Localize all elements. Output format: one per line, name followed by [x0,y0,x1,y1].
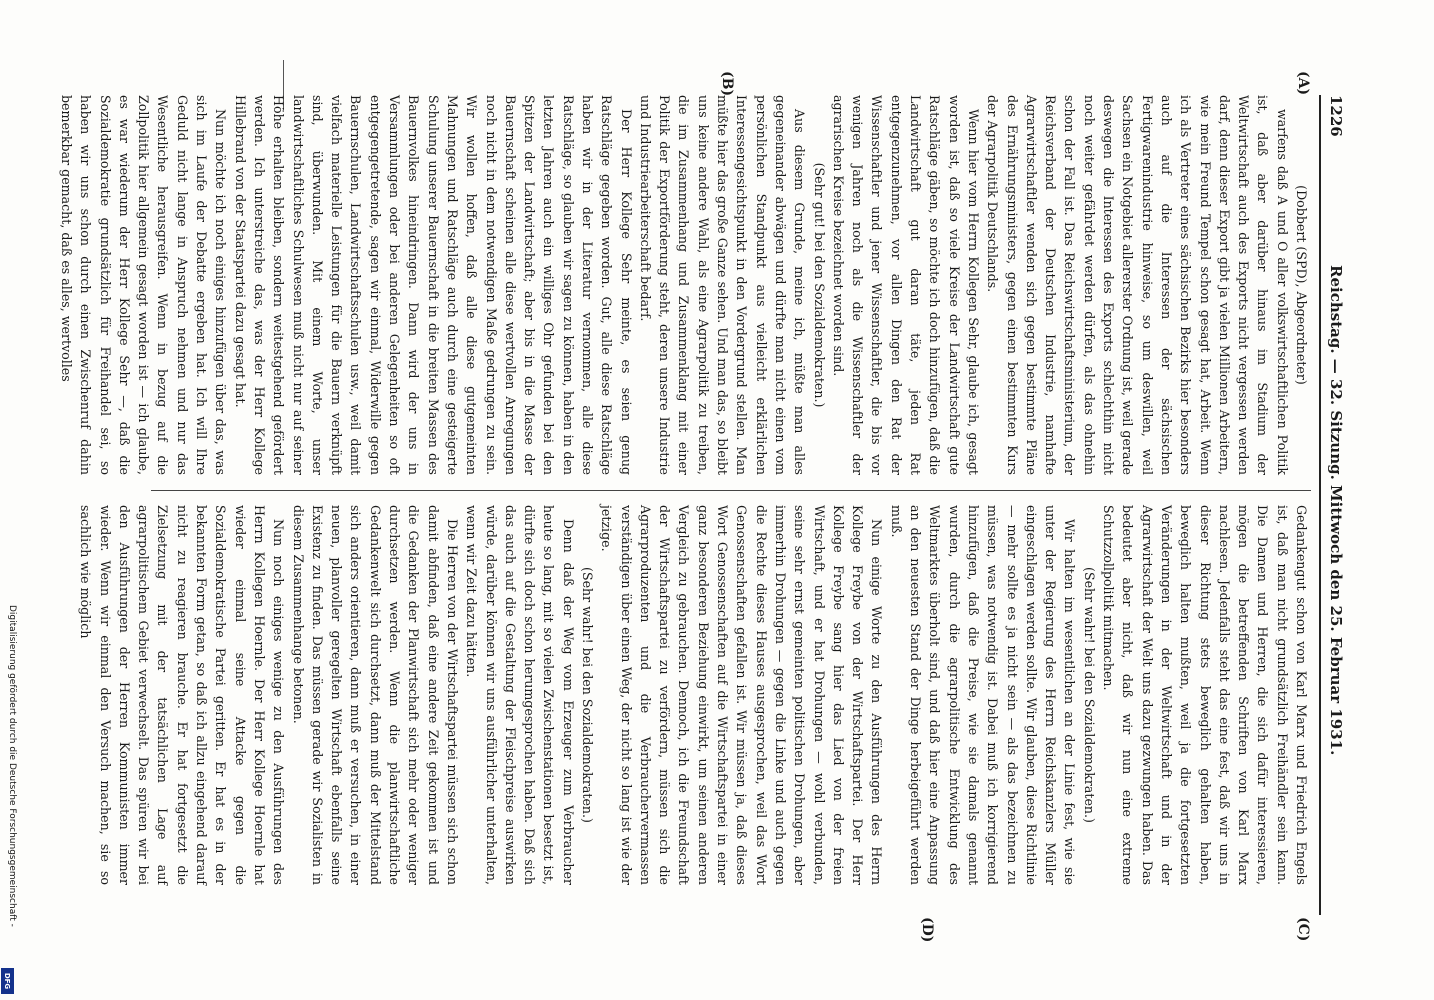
column-divider [151,490,1311,491]
left-column [59,95,1311,475]
margin-marker-d: (D) [919,917,935,943]
right-column [78,505,1311,885]
page-header [1325,95,1345,915]
paragraph: Denn daß der Weg vom Erzeuger zum Verbraucher heute so lang, mit so vielen Zwischenstationen besetzt ist, dürfte sich doch schon herumgesprochen haben. Daß sich das auch auf die Gestaltung der Fleischpreise auswirken würde, darüber können wir uns ausführlicher unterhalten, wenn wir Zeit dazu hätten. [464,505,576,885]
page-title: Reichstag. — 32. Sitzung. Mittwoch den 25. Februar 1931. [1327,265,1345,756]
margin-marker-a: (A) [1295,71,1311,96]
paragraph: Wir halten im wesentlichen an der Linie fest, wie sie unter der Regierung des Herrn Reichskanzlers Müller eingeschlagen werden sollte. Wir glauben, diese Richtlinie — mehr sollte es ja nicht sein — als das bezeichnen zu müssen, was notwendig ist. Dabei muß ich korrigierend hinzufügen, daß die Preise, wie sie damals genannt wurden, durch die agrarpolitische Entwicklung des Weltmarktes überholt sind, und daß hier eine Anpassung an den neuesten Stand der Dinge herbeigeführt werden muß. [888,505,1078,885]
paragraph: Die Herren von der Wirtschaftspartei müssen sich schon damit abfinden, daß eine andere Zeit gekommen ist und die Gedanken der Planwirtschaft sich mehr oder weniger durchsetzen werden. Wenn die planwirtschaftliche Gedankenwelt sich durchsetzt, dann muß der Mittelstand sich anders orientieren, dann muß er versuchen, in einer neuen, planvoller geregelten Wirtschaft ebenfalls seine Existenz zu finden. Das müssen gerade wir Sozialisten in diesem Zusammenhange betonen. [290,505,460,885]
paragraph: Wenn hier vom Herrn Kollegen Sehr, glaube ich, gesagt worden ist, daß so viele Kreise der Landwirtschaft gute Ratschläge gäben, so möchte ich doch hinzufügen, daß die Landwirtschaft gut daran täte, jeden Rat entgegenzunehmen, vor allen Dingen den Rat der Wissenschaftler und jener Wissenschaftler, die bis vor wenigen Jahren noch als die Wissenschaftler der agrarischen Kreise bezeichnet worden sind. [830,95,981,475]
paragraph: Gedankengut schon von Karl Marx und Friedrich Engels ist, daß man nicht grundsätzlich Freihändler sein kann. Die Damen und Herren, die sich dafür interessieren, mögen die betreffenden Schriften von Karl Marx nachlesen. Jedenfalls steht das eine fest, daß wir uns in dieser Richtung stets beweglich gehalten haben, beweglich halten mußten, weil ja die fortgesetzten Veränderungen in der Weltwirtschaft und in der Agrarwirtschaft der Welt uns dazu gezwungen haben. Das bedeutet aber nicht, daß wir nun eine extreme Schutzzollpolitik mitmachen. [1101,505,1309,885]
paragraph: warfens daß A und O aller volkswirtschaftlichen Politik ist, daß aber darüber hinaus im Stadium der Weltwirtschaft auch des Exports nicht vergessen werden darf, denn dieser Export gibt ja vielen Millionen Arbeitern, wie mein Freund Tempel schon gesagt hat, Arbeit. Wenn ich als Vertreter eines sächsischen Bezirks hier besonders auch auf die Interessen der sächsischen Fertigwarenindustrie hinweise, so um deswillen, weil Sachsen ein Notgebiet allererster Ordnung ist, weil gerade deswegen die Interessen des Exports schlechthin nicht noch weiter gefährdet werden dürfen, als das ohnehin schon der Fall ist. Das Reichswirtschaftsministerium, der Reichsverband der Deutschen Industrie, namhafte Agrarwirtschaftler wenden sich gegen bestimmte Pläne des Ernährungsministers, gegen einen bestimmten Kurs der Agrarpolitik Deutschlands. [985,95,1290,475]
paragraph: Nun einige Worte zu den Ausführungen des Herrn Kollege Freybe von der Wirtschaftspartei. Der Herr Kollege Freybe sang hier das Lied von der freien Wirtschaft, und er hat Drohungen — wohl verbunden, seine sehr ernst gemeinten politischen Drohungen, aber immerhin Drohungen — gegen die Linke und auch gegen die Rechte dieses Hauses ausgesprochen, weil das Wort Genossenschaften gefallen ist. Wir müssen ja, daß dieses Wort Genossenschaften auf die Wirtschaftspartei in einer ganz besonderen Beziehung einwirkt, um seinen anderen Vergleich zu gebrauchen. Dennoch, ich die Freundschaft der Wirtschaftspartei zu verfördern, müssen sich die Agrarproduzenten und die Verbrauchervermassen verständigen über einen Weg, der nicht so lang ist wie der jetzige. [599,505,885,885]
dfg-logo [1,968,14,994]
paragraph: (Sehr wahr! bei den Sozialdemokraten.) [580,567,596,823]
digitization-note: Digitalisierung gefördert durch die Deutsche Forschungsgemeinschaft - [7,605,17,927]
paragraph: Aus diesem Grunde, meine ich, müßte man alles gegeneinander abwägen und dürfte man nicht einen vom persönlichen Standpunkt aus vielleicht erklärlichen Interessengesichtspunkt in den Vordergrund stellen. Man müßte hier das große Ganze sehen. Und man das, so bleibt uns keine andere Wahl, als eine Agrarpolitik zu treiben, die im Zusammenhang und Zusammenklang mit einer Politik der Exportförderung steht, deren unsere Industrie und Industriearbeiterschaft bedarf. [637,95,808,475]
paragraph: Der Herr Kollege Sehr meinte, es seien genug Ratschläge gegeben worden. Gut, alle diese Ratschläge haben wir in der Literatur vernommen, alle diese Ratschläge, so glauben wir sagen zu können, haben in den letzten Jahren auch ein williges Ohr gefunden bei den Spitzen der Landwirtschaft; aber bis in die Masse der Bauernschaft scheinen alle diese wertvollen Anregungen noch nicht in dem notwendigen Maße gedrungen zu sein. Wir wollen hoffen, daß alle diese gutgemeinten Mahnungen und Ratschläge auch durch eine gesteigerte Schulung unserer Bauernschaft in die breiten Massen des Bauernvolkes hineindringen. Dann wird der uns in Versammlungen oder bei anderen Gelegenheiten so oft entgegengetretende, sagen wir einmal, Widerwille gegen Bauernschulen, Landwirtschaftsschulen usw., weil damit vielfach materielle Leistungen für die Bauern verknüpft sind, überwunden. Mit einem Worte, unser landwirtschaftliches Schulwesen muß nicht nur auf seiner Höhe erhalten bleiben, sondern weitestgehend gefördert werden. Ich unterstreiche das, was der Herr Kollege Hillebrand von der Staatspartei dazu gesagt hat. [232,95,634,475]
paragraph: (Dobbert (SPD), Abgeordneter) [1294,185,1309,385]
paragraph: (Sehr gut! bei den Sozialdemokraten.) [811,162,827,408]
paragraph: (Sehr wahr! bei den Sozialdemokraten.) [1081,567,1097,823]
dfg-logo-text: DFG [3,972,12,990]
rotated-page-content [59,71,1345,943]
margin-marker-c: (C) [1295,917,1311,942]
margin-marker-b: (B) [719,71,735,97]
paragraph: Nun möchte ich noch einiges hinzufügen über das, was sich im Laufe der Debatte ergeben hat. Ich will Ihre Geduld nicht lange in Anspruch nehmen und nur das Wesentliche herausgreifen. Wenn in bezug auf die Zollpolitik hier allgemein gesagt worden ist — ich glaube, es war wiederum der Herr Kollege Sehr —, daß die Sozialdemokratie grundsätzlich für Freihandel sei, so haben wir uns schon durch einen Zwischenruf dahin bemerkbar gemacht, daß es alles, wertvolles [59,95,229,475]
paragraph: Nun noch einiges wenige zu den Ausführungen des Herrn Kollegen Hoernle. Der Herr Kollege Hoernle hat wieder einmal seine Attacke gegen die Sozialdemokratische Partei geritten. Er hat es in der bekannten Form getan, so daß ich allzu eingehend darauf nicht zu reagieren brauche. Er hat fortgesetzt die Zielsetzung mit der tatsächlichen Lage auf agrarpolitischem Gebiet verwechselt. Das spüren wir bei den Ausführungen der Herren Kommunisten immer wieder. Wenn wir einmal den Versuch machen, sie so sachlich wie möglich [78,505,287,885]
digitization-sidebar [3,605,15,995]
header-rule [1319,95,1321,915]
page-number: 1226 [1327,95,1345,137]
